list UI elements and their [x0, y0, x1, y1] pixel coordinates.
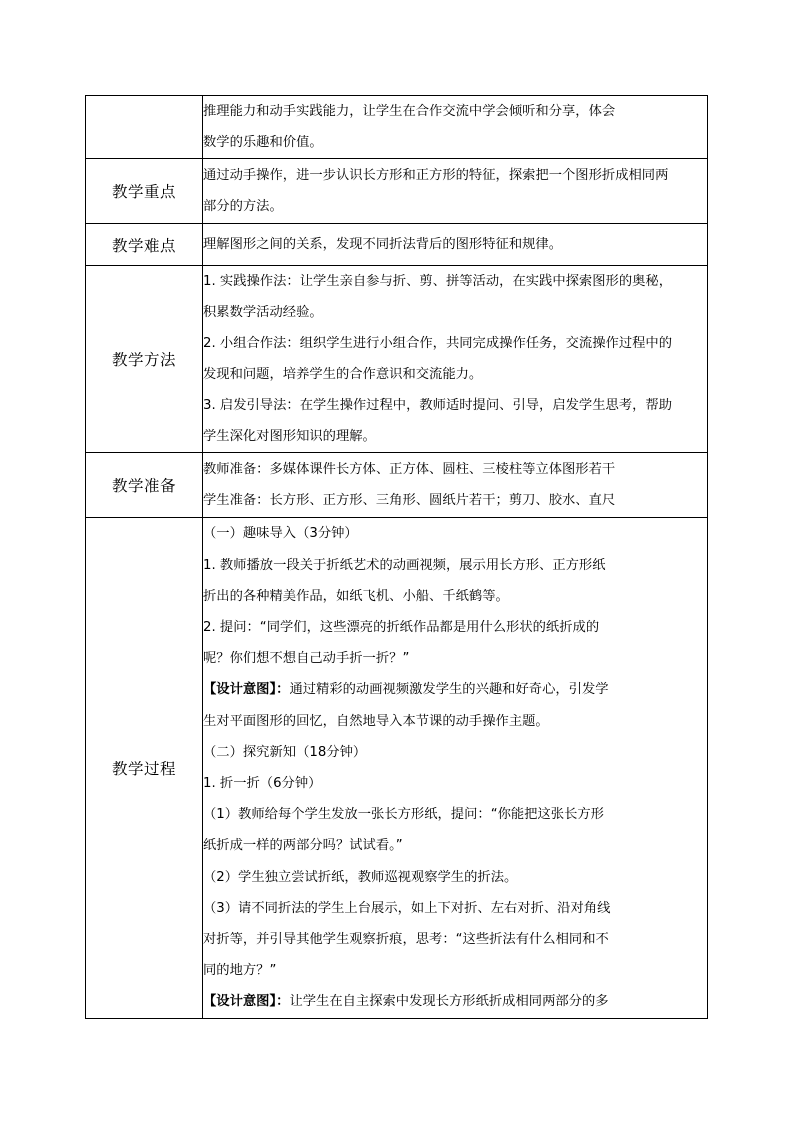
process-line: 2. 提问：“同学们，这些漂亮的折纸作品都是用什么形状的纸折成的	[203, 619, 600, 635]
key-points-line: 通过动手操作，进一步认识长方形和正方形的特征，探索把一个图形折成相同两	[203, 168, 669, 183]
process-line: 同的地方？”	[203, 963, 277, 979]
process-line: （3）请不同折法的学生上台展示，如上下对折、左右对折、沿对角线	[203, 900, 611, 916]
preparation-content	[203, 453, 708, 518]
label-methods: 教学方法	[86, 266, 203, 453]
label-process: 教学过程	[86, 518, 203, 1019]
process-line: （一）趣味导入（3分钟）	[203, 526, 358, 542]
process-line: （1）教师给每个学生发放一张长方形纸，提问：“你能把这张长方形	[203, 807, 604, 823]
design-intent-text: 让学生在自主探索中发现长方形纸折成相同两部分的多	[289, 994, 609, 1010]
row-goal-continued	[86, 96, 708, 159]
methods-line: 3. 启发引导法：在学生操作过程中，教师适时提问、引导，启发学生思考，帮助	[203, 398, 673, 413]
process-design-intent	[203, 986, 707, 1017]
process-line: 对折等，并引导其他学生观察折痕，思考：“这些折法有什么相同和不	[203, 932, 609, 948]
process-line: （2）学生独立尝试折纸，教师巡视观察学生的折法。	[203, 869, 518, 885]
process-design-intent	[203, 674, 707, 705]
label-empty	[86, 96, 203, 159]
goal-continued-content	[203, 96, 708, 159]
methods-line: 1. 实践操作法：让学生亲自参与折、剪、拼等活动，在实践中探索图形的奥秘，	[203, 274, 673, 289]
process-content	[203, 518, 708, 1019]
process-line: 呢？你们想不想自己动手折一折？”	[203, 651, 410, 667]
process-line: 生对平面图形的回忆，自然地导入本节课的动手操作主题。	[203, 713, 549, 729]
process-line: （二）探究新知（18分钟）	[203, 744, 367, 760]
row-preparation	[86, 453, 708, 518]
design-intent-label: 【设计意图】：	[203, 994, 290, 1010]
methods-content	[203, 266, 708, 453]
process-line: 折出的各种精美作品，如纸飞机、小船、千纸鹤等。	[203, 588, 509, 604]
design-intent-text: 通过精彩的动画视频激发学生的兴趣和好奇心，引发学	[289, 682, 609, 698]
difficulties-line: 理解图形之间的关系，发现不同折法背后的图形特征和规律。	[203, 237, 563, 252]
methods-line: 发现和问题，培养学生的合作意识和交流能力。	[203, 367, 483, 382]
process-line: 1. 教师播放一段关于折纸艺术的动画视频，展示用长方形、正方形纸	[203, 557, 606, 573]
methods-line: 积累数学活动经验。	[203, 305, 323, 320]
label-difficulties: 教学难点	[86, 224, 203, 266]
key-points-line: 部分的方法。	[203, 199, 283, 214]
label-preparation: 教学准备	[86, 453, 203, 518]
row-methods	[86, 266, 708, 453]
lesson-plan-table	[85, 95, 708, 1019]
goal-line: 数学的乐趣和价值。	[203, 135, 323, 150]
preparation-line: 教师准备：多媒体课件长方体、正方体、圆柱、三棱柱等立体图形若干	[203, 462, 616, 477]
preparation-line: 学生准备：长方形、正方形、三角形、圆纸片若干；剪刀、胶水、直尺	[203, 493, 616, 508]
row-difficulties	[86, 224, 708, 266]
methods-line: 学生深化对图形知识的理解。	[203, 429, 376, 444]
row-process	[86, 518, 708, 1019]
design-intent-label: 【设计意图】：	[203, 682, 290, 698]
process-line: 纸折成一样的两部分吗？试试看。”	[203, 838, 403, 854]
methods-line: 2. 小组合作法：组织学生进行小组合作，共同完成操作任务，交流操作过程中的	[203, 336, 673, 351]
goal-line: 推理能力和动手实践能力，让学生在合作交流中学会倾听和分享，体会	[203, 104, 616, 119]
label-key-points: 教学重点	[86, 159, 203, 224]
process-line: 1. 折一折（6分钟）	[203, 776, 322, 791]
difficulties-content	[203, 224, 708, 266]
row-key-points	[86, 159, 708, 224]
key-points-content	[203, 159, 708, 224]
